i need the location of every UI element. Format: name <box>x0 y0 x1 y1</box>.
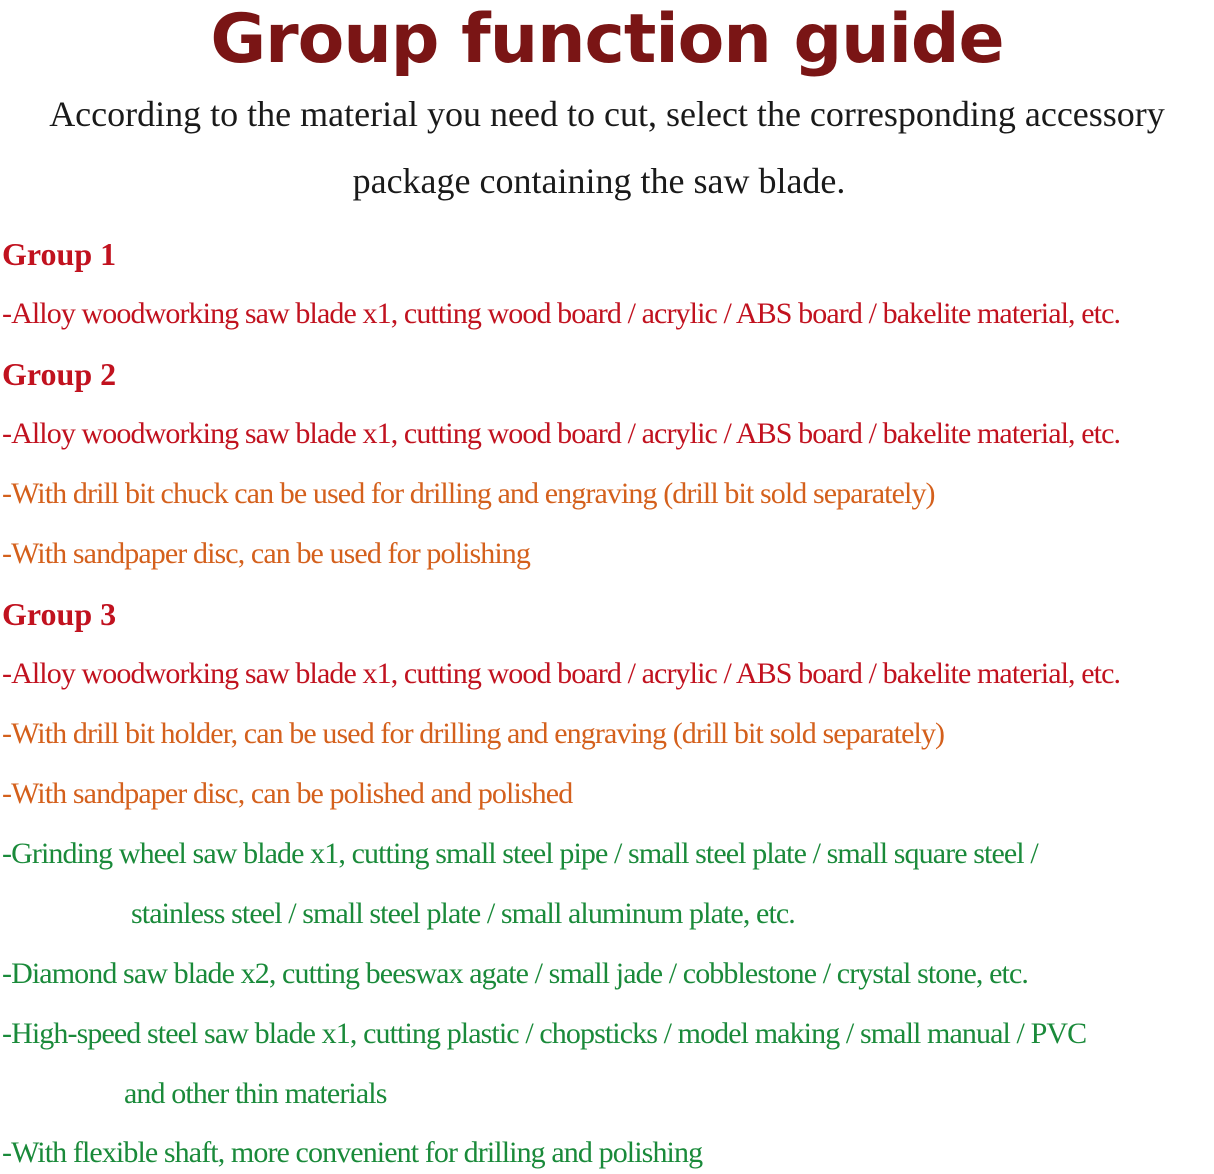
group-3-item-4: -Grinding wheel saw blade x1, cutting small steel pipe / small steel plate / small square steel / <box>2 837 1038 870</box>
group-3-item-5: -Diamond saw blade x2, cutting beeswax agate / small jade / cobblestone / crystal stone, etc. <box>2 957 1028 990</box>
group-3-item-4-continued: stainless steel / small steel plate / small aluminum plate, etc. <box>131 897 795 930</box>
group-2-item-2: -With drill bit chuck can be used for drilling and engraving (drill bit sold separately) <box>2 477 935 510</box>
group-1-heading: Group 1 <box>2 236 117 272</box>
guide-title: Group function guide <box>210 0 1004 79</box>
group-3-heading: Group 3 <box>2 596 117 632</box>
group-3-item-3: -With sandpaper disc, can be polished and polished <box>2 777 573 810</box>
group-3-item-1: -Alloy woodworking saw blade x1, cutting wood board / acrylic / ABS board / bakelite material, etc. <box>2 657 1121 690</box>
group-3-item-6-continued: and other thin materials <box>124 1077 387 1110</box>
group-2-item-1: -Alloy woodworking saw blade x1, cutting wood board / acrylic / ABS board / bakelite material, etc. <box>2 417 1121 450</box>
group-2-heading: Group 2 <box>2 356 117 392</box>
intro-line-2: package containing the saw blade. <box>352 161 846 201</box>
group-3-item-7: -With flexible shaft, more convenient for drilling and polishing <box>2 1136 703 1169</box>
group-2-item-3: -With sandpaper disc, can be used for polishing <box>2 537 531 570</box>
group-3-item-2: -With drill bit holder, can be used for drilling and engraving (drill bit sold separately) <box>2 717 945 750</box>
group-1-item-1: -Alloy woodworking saw blade x1, cutting wood board / acrylic / ABS board / bakelite material, etc. <box>2 297 1121 330</box>
intro-line-1: According to the material you need to cut, select the corresponding accessory <box>49 94 1165 134</box>
group-3-item-6: -High-speed steel saw blade x1, cutting plastic / chopsticks / model making / small manual / PVC <box>2 1017 1087 1050</box>
